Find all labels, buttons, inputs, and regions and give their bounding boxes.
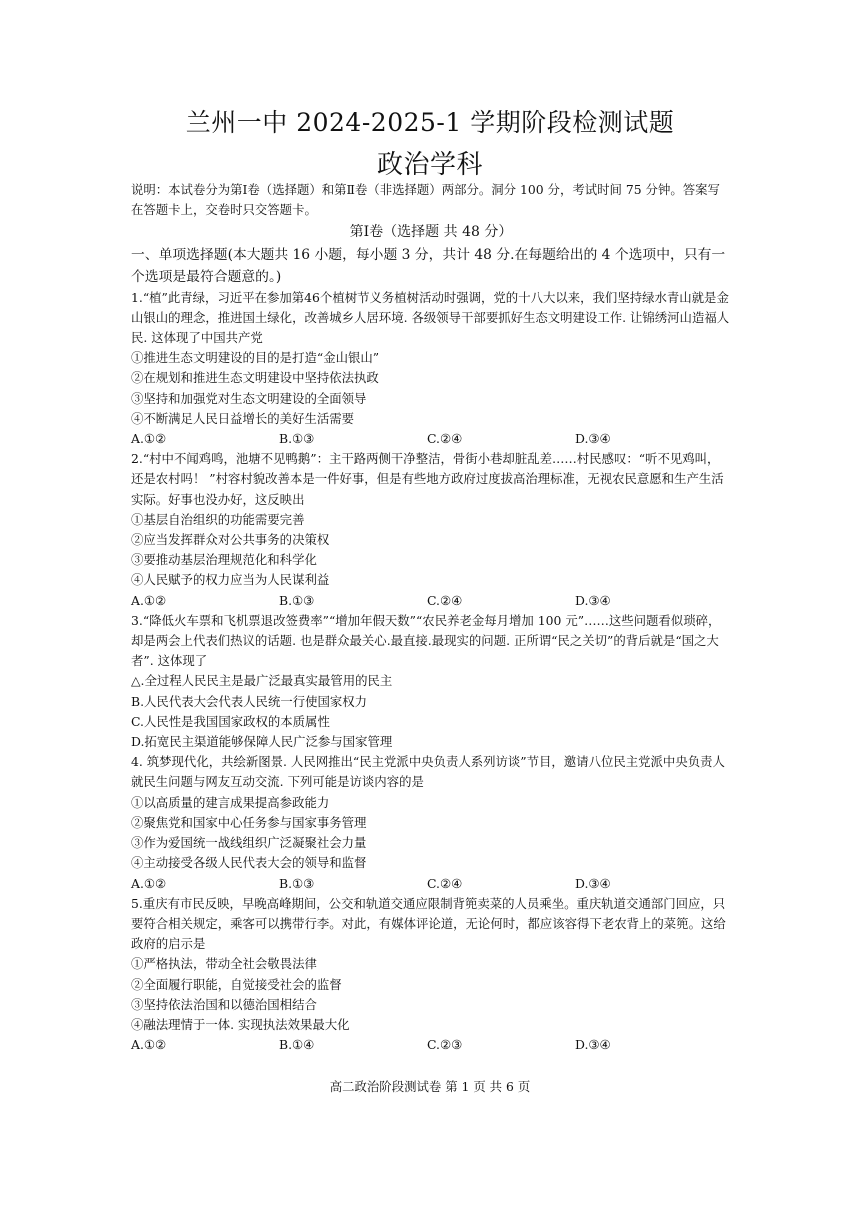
answer-option: A.①② [131,431,167,447]
answer-option: B.①③ [279,875,315,891]
answer-option: C.②④ [427,875,463,891]
question-item: C.人民性是我国国家政权的本质属性 [131,713,330,729]
question-item: B.人民代表大会代表人民统一行使国家权力 [131,693,368,709]
answer-option: A.①② [131,875,167,891]
question-item: ③坚持依法治国和以德治国相结合 [131,996,317,1012]
question-3 [131,611,731,752]
exam-note: 说明：本试卷分为第Ⅰ卷（选择题）和第Ⅱ卷（非选择题）两部分。洞分 100 分，考试时间 75 分钟。答案写在答题卡上，交卷时只交答题卡。 [131,182,720,218]
volume-title: 第Ⅰ卷（选择题 共 48 分） [349,224,513,241]
question-1 [131,288,731,450]
answer-options [131,874,731,894]
answer-options [131,429,731,449]
question-item: ②全面履行职能，自觉接受社会的监督 [131,976,342,992]
question-list [131,288,731,1056]
question-item: ②聚焦党和国家中心任务参与国家事务管理 [131,814,367,830]
exam-content [131,180,731,1055]
answer-options [131,591,731,611]
question-item: △.全过程人民民主是最广泛最真实最管用的民主 [131,673,393,689]
answer-option: B.①④ [279,1037,315,1053]
answer-option: B.①③ [279,592,315,608]
answer-option: D.③④ [575,431,611,447]
question-2 [131,449,731,611]
answer-option: C.②④ [427,592,463,608]
question-stem: 2.“村中不闻鸡鸣，池塘不见鸭鹅”：主干路两侧干净整洁，骨街小巷却脏乱差……村民感叹：“听不见鸡叫，还是农村吗！ ”村容村貌改善本是一件好事，但是有些地方政府过度拔高治理标准，无视农民意愿和生产生活实际。好事也没办好，这反映出 [131,451,724,507]
question-item: ③要推动基层治理规范化和科学化 [131,552,317,568]
question-4 [131,752,731,893]
answer-option: C.②③ [427,1037,463,1053]
question-item: ④人民赋予的权力应当为人民谋利益 [131,572,330,588]
question-item: ①以高质量的建言成果提高参政能力 [131,794,330,810]
page-footer: 高二政治阶段测试卷 第 1 页 共 6 页 [329,1079,531,1094]
question-item: ④融法理情于一体. 实现执法效果最大化 [131,1016,350,1032]
question-stem: 1.“植”此青绿，习近平在参加第46个植树节义务植树活动时强调，党的十八大以来，我们坚持绿水青山就是金山银山的理念，推进国土绿化，改善城乡人居环境. 各级领导干部要抓好生态文明建设工作. 让锦绣河山造福人民. 这体现了中国共产党 [131,289,730,346]
question-item: ②在规划和推进生态文明建设中坚持依法执政 [131,370,379,386]
answer-option: A.①② [131,1037,167,1053]
answer-options [131,1035,731,1055]
answer-option: D.③④ [575,1037,611,1053]
question-item: ④主动接受各级人民代表大会的领导和监督 [131,855,367,871]
answer-option: B.①③ [279,431,315,447]
question-item: ①推进生态文明建设的目的是打造“金山银山” [131,350,380,366]
question-5 [131,894,731,1056]
question-item: ③作为爱国统一战线组织广泛凝聚社会力量 [131,835,367,851]
exam-title: 兰州一中 2024-2025-1 学期阶段检测试题 [185,108,675,137]
question-item: ②应当发挥群众对公共事务的决策权 [131,532,330,548]
subject-title: 政治学科 [376,150,483,180]
question-item: ①严格执法，带动全社会敬畏法律 [131,956,317,972]
question-stem: 4. 筑梦现代化，共绘新图景. 人民网推出“民主党派中央负责人系列访谈”节目，邀请八位民主党派中央负责人就民生问题与网友互动交流. 下列可能是访谈内容的是 [131,754,725,790]
question-item: ③坚持和加强党对生态文明建设的全面领导 [131,390,367,406]
question-stem: 5.重庆有市民反映，早晚高峰期间，公交和轨道交通应限制背篼卖菜的人员乘坐。重庆轨道交通部门回应，只要符合相关规定，乘客可以携带行李。对此，有媒体评论道，无论何时，都应该容得下老农背上的菜篼。这给政府的启示是 [131,895,726,952]
answer-option: D.③④ [575,875,611,891]
section-heading: 一、单项选择题(本大题共 16 小题，每小题 3 分，共计 48 分.在每题给出的 4 个选项中，只有一个选项是最符合题意的。) [131,246,726,285]
answer-option: D.③④ [575,592,611,608]
question-item: D.拓宽民主渠道能够保障人民广泛参与国家管理 [131,734,393,750]
answer-option: C.②④ [427,431,463,447]
question-item: ④不断满足人民日益增长的美好生活需要 [131,410,355,426]
answer-option: A.①② [131,592,167,608]
question-stem: 3.“降低火车票和飞机票退改签费率”“增加年假天数”“农民养老金每月增加 100 元”……这些问题看似琐碎，却是两会上代表们热议的话题. 也是群众最关心.最直接.最现实的问题. 正所谓“民之关切”的背后就是“国之大者”. 这体现了 [131,612,721,669]
question-item: ①基层自治组织的功能需要完善 [131,511,305,527]
